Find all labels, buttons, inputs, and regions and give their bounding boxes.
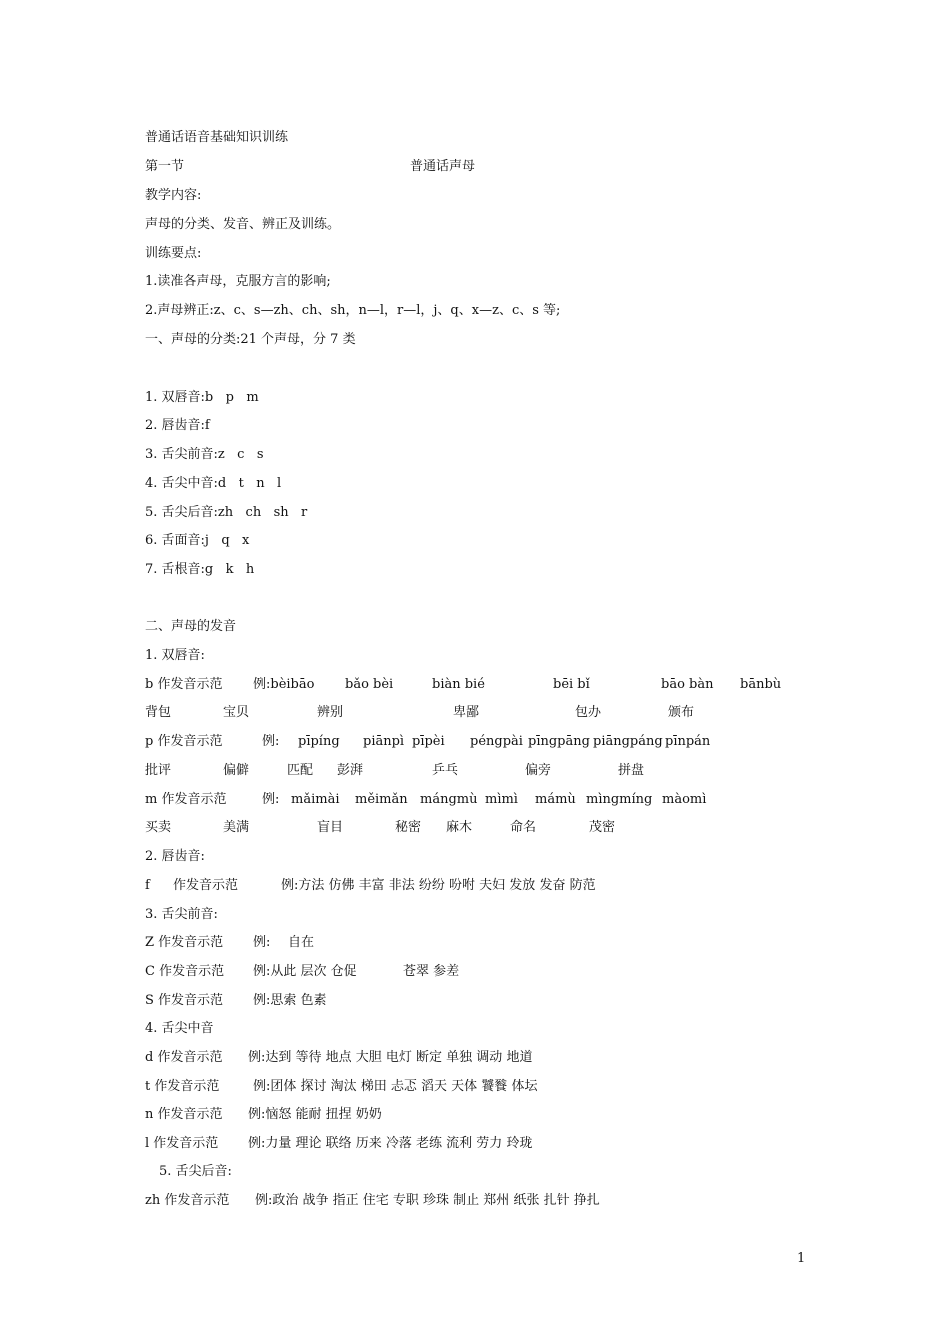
s-example-line — [145, 992, 327, 1010]
b-pinyin-1: 例:bèibāo — [253, 677, 315, 692]
z-demo-label: Z 作发音示范 — [145, 935, 224, 950]
training-point-2: 2.声母辨正:z、c、s—zh、ch、sh，n—l，r—l，j、q、x—z、c、s 等; — [145, 303, 561, 318]
c-example-line — [145, 963, 460, 981]
training-points-label: 训练要点: — [145, 246, 202, 261]
m-example-label: 例: — [262, 792, 280, 807]
teaching-content: 声母的分类、发音、辨正及训练。 — [145, 217, 341, 232]
b-word-5: 包办 — [575, 705, 602, 720]
class-item-alveolar-front: 3. 舌尖前音:z c s — [145, 447, 264, 462]
alveolar-front-heading: 3. 舌尖前音: — [145, 907, 218, 922]
l-examples: 例:力量 理论 联络 历来 冷落 老练 流利 劳力 玲珑 — [248, 1136, 533, 1151]
t-examples: 例:团体 探讨 淘汰 梯田 忐忑 滔天 天体 饕餮 体坛 — [253, 1079, 538, 1094]
m-pinyin-5: mámù — [535, 792, 576, 807]
p-word-7: 拼盘 — [618, 763, 645, 778]
section-heading — [145, 158, 476, 176]
b-word-4: 卑鄙 — [453, 705, 480, 720]
f-example-line — [145, 877, 596, 895]
p-word-6: 偏旁 — [525, 763, 552, 778]
zh-examples: 例:政治 战争 指正 住宅 专职 珍珠 制止 郑州 纸张 扎针 挣扎 — [255, 1193, 600, 1208]
p-example-label: 例: — [262, 734, 280, 749]
page-number: 1 — [797, 1251, 806, 1266]
m-example-line — [145, 791, 707, 809]
n-examples: 例:恼怒 能耐 扭捏 奶奶 — [248, 1107, 382, 1122]
p-word-1: 批评 — [145, 763, 172, 778]
b-word-3: 辨别 — [317, 705, 344, 720]
z-examples: 自在 — [288, 935, 315, 950]
p-demo-label: p 作发音示范 — [145, 734, 223, 749]
document-title: 普通话语音基础知识训练 — [145, 130, 289, 145]
retroflex-heading: 5. 舌尖后音: — [159, 1164, 232, 1179]
b-word-6: 颁布 — [668, 705, 695, 720]
class-item-labiodental: 2. 唇齿音:f — [145, 418, 210, 433]
bilabial-heading: 1. 双唇音: — [145, 648, 205, 663]
p-pinyin-4: péngpài — [470, 734, 523, 749]
p-word-3: 匹配 — [287, 763, 314, 778]
p-words-line — [145, 762, 645, 780]
m-word-3: 盲目 — [317, 820, 344, 835]
section-name: 普通话声母 — [410, 159, 476, 174]
p-word-4: 彭湃 — [337, 763, 364, 778]
m-pinyin-1: mǎimài — [291, 792, 340, 807]
b-pinyin-3: biàn bié — [432, 677, 485, 692]
class-item-retroflex: 5. 舌尖后音:zh ch sh r — [145, 505, 308, 520]
b-pinyin-2: bǎo bèi — [345, 677, 394, 692]
d-example-line — [145, 1049, 533, 1067]
class-item-palatal: 6. 舌面音:j q x — [145, 533, 250, 548]
m-pinyin-4: mìmì — [485, 792, 518, 807]
m-word-4: 秘密 — [395, 820, 422, 835]
f-demo-label: 作发音示范 — [173, 878, 239, 893]
b-word-1: 背包 — [145, 705, 172, 720]
m-pinyin-2: měimǎn — [355, 792, 408, 807]
p-pinyin-2: piānpì — [363, 734, 405, 749]
m-demo-label: m 作发音示范 — [145, 792, 227, 807]
p-word-5: 乒乓 — [432, 763, 459, 778]
t-example-line — [145, 1078, 538, 1096]
c-examples-1: 例:从此 层次 仓促 — [253, 964, 357, 979]
m-word-1: 买卖 — [145, 820, 172, 835]
p-pinyin-5: pīngpāng — [528, 734, 590, 749]
b-demo-label: b 作发音示范 — [145, 677, 223, 692]
d-examples: 例:达到 等待 地点 大胆 电灯 断定 单独 调动 地道 — [248, 1050, 533, 1065]
f-examples: 例:方法 仿佛 丰富 非法 纷纷 吩咐 夫妇 发放 发奋 防范 — [281, 878, 596, 893]
b-word-2: 宝贝 — [223, 705, 250, 720]
classification-heading: 一、声母的分类:21 个声母，分 7 类 — [145, 332, 356, 347]
p-pinyin-7: pīnpán — [665, 734, 711, 749]
labiodental-heading: 2. 唇齿音: — [145, 849, 205, 864]
alveolar-mid-heading: 4. 舌尖中音 — [145, 1021, 214, 1036]
l-example-line — [145, 1135, 533, 1153]
class-item-alveolar-mid: 4. 舌尖中音:d t n l — [145, 476, 282, 491]
pronunciation-heading: 二、声母的发音 — [145, 619, 237, 634]
d-demo-label: d 作发音示范 — [145, 1050, 223, 1065]
training-point-1: 1.读准各声母，克服方言的影响; — [145, 274, 331, 289]
m-word-5: 麻木 — [446, 820, 473, 835]
c-demo-label: C 作发音示范 — [145, 964, 225, 979]
b-pinyin-4: bēi bǐ — [553, 677, 590, 692]
zh-example-line — [145, 1192, 600, 1210]
p-pinyin-3: pīpèi — [412, 734, 445, 749]
f-initial: f — [145, 878, 150, 893]
s-demo-label: S 作发音示范 — [145, 993, 224, 1008]
m-pinyin-7: màomì — [662, 792, 707, 807]
n-example-line — [145, 1106, 382, 1124]
n-demo-label: n 作发音示范 — [145, 1107, 223, 1122]
z-example-label: 例: — [253, 935, 271, 950]
c-examples-2: 苍翠 参差 — [403, 964, 460, 979]
teaching-content-label: 教学内容: — [145, 188, 202, 203]
class-item-bilabial: 1. 双唇音:b p m — [145, 390, 259, 405]
b-pinyin-6: bānbù — [740, 677, 782, 692]
b-example-line — [145, 676, 782, 694]
p-pinyin-6: piāngpáng — [593, 734, 663, 749]
s-examples: 例:思索 色素 — [253, 993, 327, 1008]
z-example-line — [145, 934, 315, 952]
p-example-line — [145, 733, 711, 751]
m-word-6: 命名 — [510, 820, 537, 835]
m-words-line — [145, 819, 616, 837]
m-pinyin-3: mángmù — [420, 792, 478, 807]
t-demo-label: t 作发音示范 — [145, 1079, 220, 1094]
p-pinyin-1: pīpíng — [298, 734, 340, 749]
m-word-7: 茂密 — [589, 820, 616, 835]
section-number: 第一节 — [145, 159, 185, 174]
zh-demo-label: zh 作发音示范 — [145, 1193, 230, 1208]
class-item-velar: 7. 舌根音:g k h — [145, 562, 255, 577]
p-word-2: 偏僻 — [223, 763, 250, 778]
b-words-line — [145, 704, 695, 722]
b-pinyin-5: bāo bàn — [661, 677, 714, 692]
m-pinyin-6: mìngmíng — [586, 792, 653, 807]
m-word-2: 美满 — [223, 820, 250, 835]
l-demo-label: l 作发音示范 — [145, 1136, 219, 1151]
